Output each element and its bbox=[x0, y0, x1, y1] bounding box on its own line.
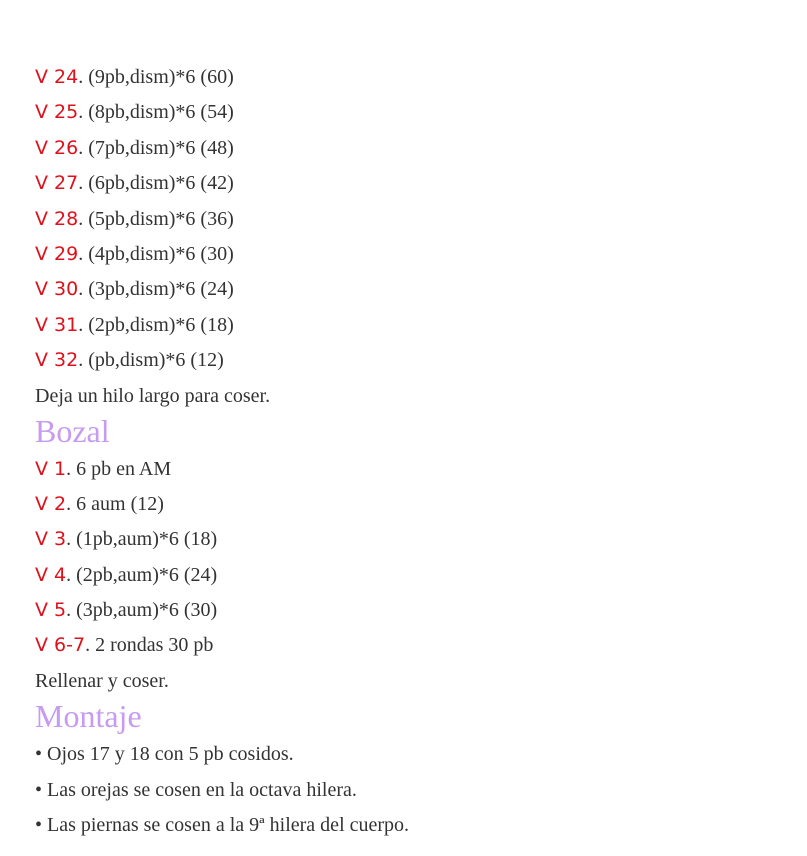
round-label: V 30 bbox=[35, 278, 79, 301]
round-instruction: . (4pb,dism)*6 (30) bbox=[78, 242, 234, 265]
round-instruction: . (3pb,aum)*6 (30) bbox=[66, 599, 218, 622]
round-label: V 5 bbox=[35, 599, 67, 622]
section-final-rounds bbox=[35, 60, 775, 413]
list-item: • Las orejas se cosen en la octava hilera. bbox=[35, 778, 357, 801]
round-row bbox=[35, 166, 775, 201]
round-label: V 1 bbox=[35, 457, 67, 480]
list-item: • Las piernas se cosen a la 9ª hilera del cuerpo. bbox=[35, 814, 410, 837]
round-label: V 3 bbox=[35, 528, 67, 551]
round-instruction: . 2 rondas 30 pb bbox=[85, 634, 214, 657]
round-label: V 24 bbox=[35, 66, 79, 88]
section-montaje bbox=[35, 697, 775, 844]
round-instruction: . (5pb,dism)*6 (36) bbox=[78, 207, 234, 230]
round-label: V 27 bbox=[35, 172, 79, 195]
round-row bbox=[35, 60, 775, 95]
section-heading-bozal: Bozal bbox=[35, 412, 110, 449]
round-row bbox=[35, 628, 775, 663]
section-bozal bbox=[35, 412, 775, 698]
section-note: Rellenar y coser. bbox=[35, 669, 169, 692]
round-row bbox=[35, 452, 775, 487]
round-label: V 28 bbox=[35, 207, 79, 230]
round-label: V 2 bbox=[35, 492, 67, 515]
round-instruction: . (1pb,aum)*6 (18) bbox=[66, 528, 218, 551]
round-label: V 29 bbox=[35, 242, 79, 265]
round-instruction: . (7pb,dism)*6 (48) bbox=[78, 136, 234, 159]
section-heading-montaje: Montaje bbox=[35, 697, 142, 734]
round-instruction: . (pb,dism)*6 (12) bbox=[78, 349, 224, 372]
round-label: V 32 bbox=[35, 349, 79, 372]
round-instruction: . 6 aum (12) bbox=[66, 492, 164, 515]
round-row bbox=[35, 272, 775, 307]
round-instruction: . (2pb,dism)*6 (18) bbox=[78, 313, 234, 336]
round-instruction: . (3pb,dism)*6 (24) bbox=[78, 278, 234, 301]
round-row bbox=[35, 487, 775, 522]
round-instruction: . (9pb,dism)*6 (60) bbox=[78, 66, 234, 88]
round-row bbox=[35, 237, 775, 272]
round-instruction: . 6 pb en AM bbox=[66, 457, 172, 480]
list-item: • Ojos 17 y 18 con 5 pb cosidos. bbox=[35, 742, 294, 765]
round-instruction: . (8pb,dism)*6 (54) bbox=[78, 101, 234, 124]
round-label: V 31 bbox=[35, 313, 79, 336]
round-row bbox=[35, 593, 775, 628]
round-row bbox=[35, 131, 775, 166]
round-row bbox=[35, 308, 775, 343]
round-row bbox=[35, 95, 775, 130]
round-label: V 4 bbox=[35, 563, 67, 586]
round-label: V 6-7 bbox=[35, 634, 86, 657]
round-row bbox=[35, 343, 775, 378]
round-label: V 25 bbox=[35, 101, 79, 124]
round-row bbox=[35, 558, 775, 593]
round-label: V 26 bbox=[35, 136, 79, 159]
round-row bbox=[35, 202, 775, 237]
round-row bbox=[35, 522, 775, 557]
pattern-document bbox=[35, 60, 775, 844]
round-instruction: . (2pb,aum)*6 (24) bbox=[66, 563, 218, 586]
round-instruction: . (6pb,dism)*6 (42) bbox=[78, 172, 234, 195]
section-note: Deja un hilo largo para coser. bbox=[35, 384, 271, 407]
